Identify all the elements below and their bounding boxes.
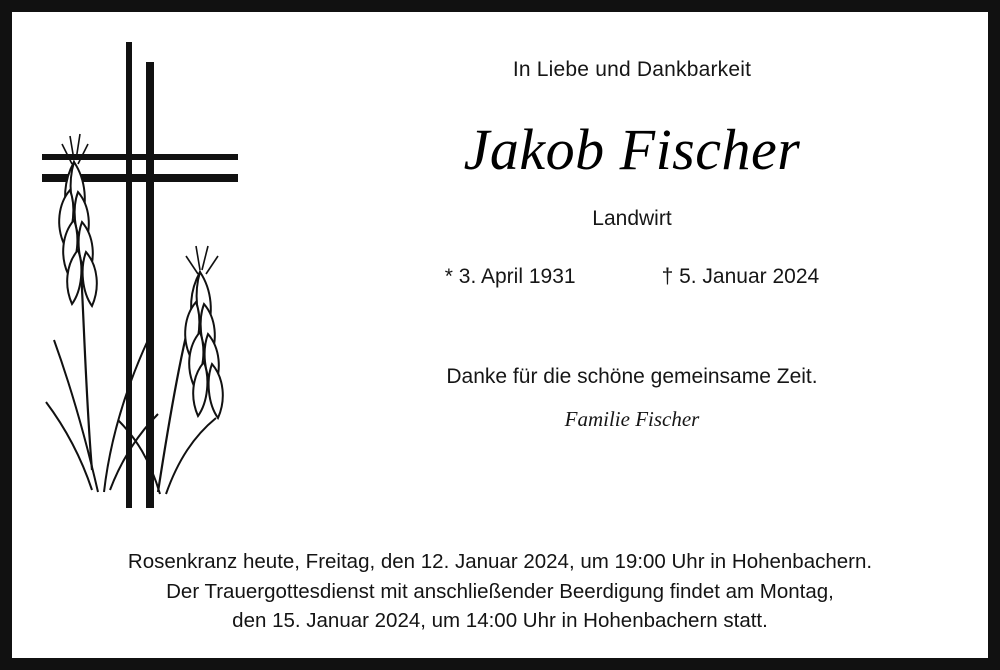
family-signature: Familie Fischer — [564, 406, 700, 431]
death-date: † 5. Januar 2024 — [661, 264, 820, 288]
notice-text-column — [262, 12, 1000, 522]
service-line-3: den 15. Januar 2024, um 14:00 Uhr in Hohenbachern statt. — [232, 609, 768, 633]
thanks-line: Danke für die schöne gemeinsame Zeit. — [446, 364, 818, 388]
birth-date: * 3. April 1931 — [444, 264, 576, 288]
cross-with-wheat-icon — [40, 40, 260, 510]
deceased-name: Jakob Fischer — [463, 117, 801, 182]
service-details — [12, 547, 988, 636]
obituary-inner — [12, 12, 988, 658]
intro-line: In Liebe und Dankbarkeit — [512, 58, 752, 81]
profession: Landwirt — [592, 206, 672, 230]
service-line-1: Rosenkranz heute, Freitag, den 12. Januar 2024, um 19:00 Uhr in Hohenbachern. — [127, 549, 873, 573]
service-line-2: Der Trauergottesdienst mit anschließender Beerdigung findet am Montag, — [166, 579, 834, 603]
life-dates — [262, 265, 1000, 289]
